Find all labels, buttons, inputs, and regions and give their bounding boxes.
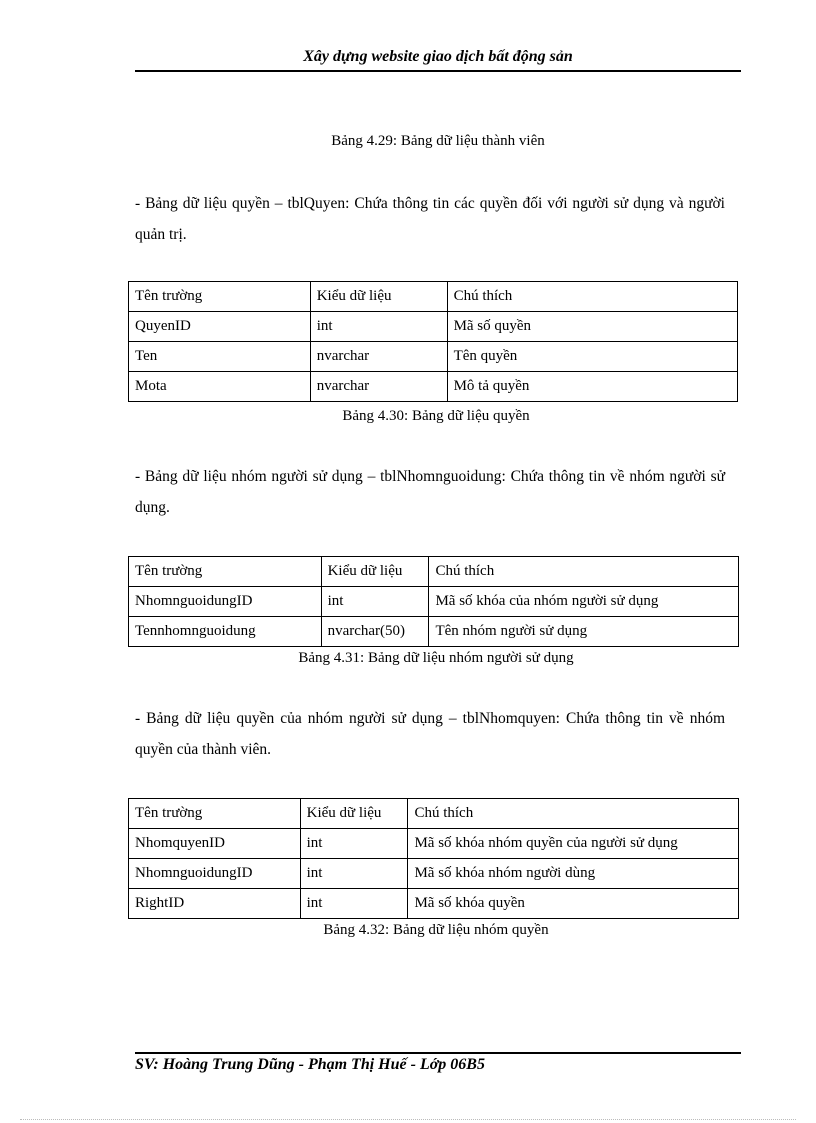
- table-row: [129, 312, 738, 342]
- table-nhomquyen: [128, 798, 739, 919]
- table-cell: Mô tả quyền: [447, 372, 737, 402]
- table-cell: NhomnguoidungID: [129, 587, 322, 617]
- table-cell: Mota: [129, 372, 311, 402]
- table-row: [129, 372, 738, 402]
- table-cell: Mã số quyền: [447, 312, 737, 342]
- table-row: [129, 859, 739, 889]
- table-cell: int: [300, 829, 408, 859]
- table-cell: Mã số khóa của nhóm người sử dụng: [429, 587, 739, 617]
- table-cell: Tên trường: [129, 282, 311, 312]
- table-cell: Chú thích: [429, 557, 739, 587]
- header-rule: [135, 70, 741, 72]
- table-cell: Tên nhóm người sử dụng: [429, 617, 739, 647]
- caption-table-4-32: Bảng 4.32: Bảng dữ liệu nhóm quyền: [323, 922, 549, 938]
- table-cell: Chú thích: [408, 799, 739, 829]
- table-cell: int: [300, 889, 408, 919]
- table-cell: NhomquyenID: [129, 829, 301, 859]
- paragraph-tblquyen: - Bảng dữ liệu quyền – tblQuyen: Chứa thông tin các quyền đối với người sử dụng và người quản trị.: [135, 195, 725, 243]
- table-cell: Kiểu dữ liệu: [321, 557, 429, 587]
- table-header-row: [129, 282, 738, 312]
- table-cell: nvarchar: [310, 372, 447, 402]
- table-cell: Chú thích: [447, 282, 737, 312]
- table-cell: Mã số khóa quyền: [408, 889, 739, 919]
- table-cell: Tên trường: [129, 799, 301, 829]
- caption-table-4-31: Bảng 4.31: Bảng dữ liệu nhóm người sử dụng: [298, 650, 574, 666]
- table-cell: Tennhomnguoidung: [129, 617, 322, 647]
- caption-table-4-29: Bảng 4.29: Bảng dữ liệu thành viên: [331, 133, 545, 149]
- footer-rule: [135, 1052, 741, 1054]
- table-cell: Kiểu dữ liệu: [310, 282, 447, 312]
- page-edge-divider: [20, 1119, 796, 1120]
- table-cell: int: [300, 859, 408, 889]
- page-header-title: Xây dựng website giao dịch bất động sản: [303, 48, 573, 65]
- table-cell: Ten: [129, 342, 311, 372]
- table-row: [129, 342, 738, 372]
- table-row: [129, 587, 739, 617]
- table-cell: Tên trường: [129, 557, 322, 587]
- table-cell: Mã số khóa nhóm quyền của người sử dụng: [408, 829, 739, 859]
- table-header-row: [129, 557, 739, 587]
- table-quyen: [128, 281, 738, 402]
- table-nhomnguoidung: [128, 556, 739, 647]
- table-row: [129, 829, 739, 859]
- table-cell: nvarchar: [310, 342, 447, 372]
- paragraph-tblnhomquyen: - Bảng dữ liệu quyền của nhóm người sử dụng – tblNhomquyen: Chứa thông tin về nhóm quyền của thành viên.: [135, 710, 725, 758]
- table-cell: int: [310, 312, 447, 342]
- table-cell: Mã số khóa nhóm người dùng: [408, 859, 739, 889]
- table-row: [129, 889, 739, 919]
- caption-table-4-30: Bảng 4.30: Bảng dữ liệu quyền: [342, 408, 530, 424]
- table-cell: NhomnguoidungID: [129, 859, 301, 889]
- page-footer: SV: Hoàng Trung Dũng - Phạm Thị Huế - Lớp 06B5: [135, 1056, 485, 1073]
- table-cell: QuyenID: [129, 312, 311, 342]
- table-cell: nvarchar(50): [321, 617, 429, 647]
- table-row: [129, 617, 739, 647]
- paragraph-tblnhomnguoidung: - Bảng dữ liệu nhóm người sử dụng – tblNhomnguoidung: Chứa thông tin về nhóm người sử dụng.: [135, 468, 725, 516]
- table-cell: int: [321, 587, 429, 617]
- table-header-row: [129, 799, 739, 829]
- table-cell: RightID: [129, 889, 301, 919]
- table-cell: Kiểu dữ liệu: [300, 799, 408, 829]
- table-cell: Tên quyền: [447, 342, 737, 372]
